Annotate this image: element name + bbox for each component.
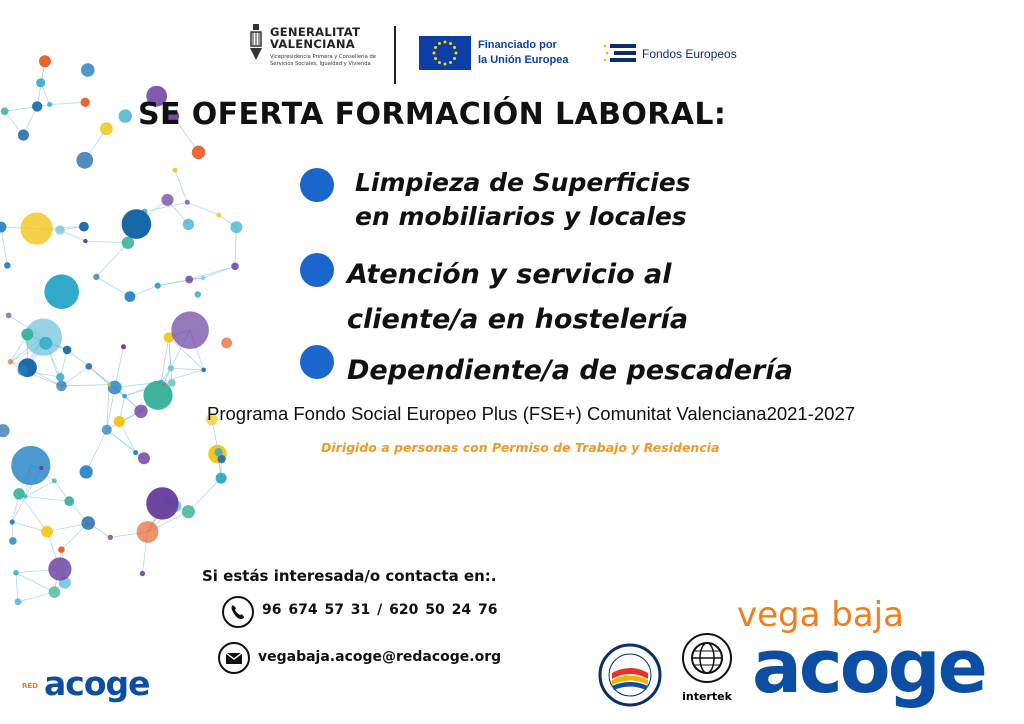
network-node bbox=[108, 535, 113, 540]
network-link bbox=[188, 478, 221, 512]
intertek-seal bbox=[676, 632, 738, 702]
network-link bbox=[85, 241, 128, 243]
fondos-europeos-icon bbox=[602, 42, 638, 64]
network-node bbox=[58, 546, 65, 553]
page-title: SE OFERTA FORMACIÓN LABORAL: bbox=[138, 97, 727, 132]
network-node bbox=[13, 570, 19, 576]
eu-star bbox=[453, 57, 456, 60]
course-2-line2: cliente/a en hostelería bbox=[347, 304, 689, 335]
network-node bbox=[192, 146, 206, 160]
network-node bbox=[183, 219, 194, 230]
network-node bbox=[133, 450, 138, 455]
phone-icon bbox=[222, 596, 254, 628]
network-node bbox=[162, 194, 174, 206]
network-node bbox=[114, 416, 125, 427]
network-node bbox=[0, 222, 6, 233]
network-node bbox=[124, 291, 135, 302]
network-node bbox=[81, 98, 90, 107]
network-node bbox=[55, 225, 64, 234]
network-link bbox=[189, 266, 235, 279]
network-node bbox=[79, 222, 89, 232]
network-node bbox=[201, 276, 206, 281]
network-node bbox=[143, 381, 172, 410]
network-node bbox=[168, 379, 176, 387]
network-node bbox=[39, 55, 51, 67]
network-node bbox=[137, 521, 159, 543]
network-node bbox=[47, 102, 52, 107]
eu-star bbox=[455, 52, 458, 55]
course-1-line1: Limpieza de Superficies bbox=[355, 168, 691, 197]
network-node bbox=[140, 571, 145, 576]
network-node bbox=[80, 465, 93, 478]
header-divider bbox=[394, 26, 396, 84]
eu-star bbox=[434, 57, 437, 60]
network-link bbox=[86, 430, 107, 472]
network-node bbox=[122, 394, 127, 399]
network-link bbox=[16, 573, 54, 592]
course-2 bbox=[347, 252, 688, 342]
network-node bbox=[85, 363, 92, 370]
network-node bbox=[76, 152, 93, 169]
network-node bbox=[44, 274, 79, 309]
eu-star bbox=[449, 42, 452, 45]
network-link bbox=[5, 105, 50, 112]
contact-intro: Si estás interesada/o contacta en:. bbox=[202, 567, 497, 585]
network-node bbox=[195, 291, 201, 297]
network-link bbox=[96, 243, 128, 277]
network-node bbox=[102, 425, 112, 435]
network-node bbox=[134, 405, 147, 418]
network-node bbox=[63, 346, 72, 355]
network-node bbox=[4, 262, 11, 269]
network-node bbox=[52, 478, 57, 483]
course-1 bbox=[355, 166, 691, 234]
eu-star bbox=[444, 63, 447, 66]
network-link bbox=[89, 366, 109, 384]
crest-icon bbox=[246, 22, 266, 64]
eu-star bbox=[449, 61, 452, 64]
network-node bbox=[41, 526, 53, 538]
target-audience-text: Dirigido a personas con Permiso de Trabajo y Residencia bbox=[321, 440, 720, 455]
eu-star bbox=[433, 52, 436, 55]
eu-star bbox=[444, 41, 447, 44]
network-node bbox=[56, 373, 64, 381]
eu-star bbox=[438, 61, 441, 64]
network-link bbox=[16, 573, 18, 602]
eu-star bbox=[453, 46, 456, 49]
network-link bbox=[187, 202, 218, 215]
network-node bbox=[21, 328, 33, 340]
network-node bbox=[6, 313, 12, 319]
phone-numbers[interactable]: 96 674 57 31 / 620 50 24 76 bbox=[262, 602, 498, 618]
gv-subtitle: Vicepresidència Primera y Conselleria de Servicios Sociales, Igualdad y Vivienda bbox=[270, 54, 376, 67]
mail-icon bbox=[218, 642, 250, 674]
vega-baja-acoge-logo: acoge bbox=[752, 624, 985, 710]
network-node bbox=[230, 221, 242, 233]
network-node bbox=[48, 557, 71, 580]
network-node bbox=[122, 237, 134, 249]
eu-star bbox=[438, 42, 441, 45]
network-node bbox=[201, 368, 206, 373]
network-link bbox=[25, 496, 69, 501]
network-node bbox=[214, 448, 222, 456]
eu-flag-icon bbox=[419, 36, 471, 70]
course-bullet bbox=[300, 168, 334, 202]
network-node bbox=[122, 209, 152, 239]
network-link bbox=[107, 430, 136, 453]
course-3: Dependiente/a de pescadería bbox=[347, 355, 793, 386]
network-node bbox=[49, 586, 61, 598]
network-node bbox=[13, 488, 24, 499]
network-node bbox=[32, 101, 42, 111]
network-node bbox=[1, 107, 9, 115]
red-acoge-prefix: RED bbox=[22, 682, 38, 690]
network-node bbox=[56, 381, 67, 392]
network-node bbox=[10, 519, 15, 524]
network-node bbox=[39, 337, 52, 350]
network-node bbox=[168, 365, 174, 371]
globe-seal-icon bbox=[676, 632, 738, 688]
fondos-europeos-text: Fondos Europeos bbox=[642, 47, 737, 61]
network-node bbox=[100, 122, 113, 135]
network-node bbox=[171, 311, 209, 349]
program-text: Programa Fondo Social Europeo Plus (FSE+) Comunitat Valenciana2021-2027 bbox=[207, 403, 856, 424]
network-node bbox=[93, 274, 99, 280]
network-link bbox=[203, 266, 235, 278]
eu-text-line2: la Unión Europea bbox=[478, 54, 569, 66]
network-link bbox=[62, 385, 110, 386]
network-link bbox=[50, 102, 85, 104]
network-node bbox=[221, 338, 232, 349]
network-node bbox=[81, 516, 95, 530]
network-node bbox=[231, 263, 239, 271]
network-node bbox=[108, 381, 122, 395]
network-node bbox=[216, 213, 221, 218]
course-bullet bbox=[300, 345, 334, 379]
network-node bbox=[185, 200, 190, 205]
network-node bbox=[138, 452, 150, 464]
network-node bbox=[11, 446, 50, 485]
course-bullet bbox=[300, 253, 334, 287]
network-node bbox=[64, 496, 74, 506]
network-node bbox=[107, 383, 111, 387]
network-node bbox=[9, 537, 17, 545]
network-node bbox=[146, 487, 178, 519]
network-node bbox=[17, 365, 28, 376]
network-link bbox=[96, 277, 130, 297]
network-node bbox=[39, 466, 43, 470]
network-node bbox=[0, 424, 10, 437]
generalitat-logo bbox=[246, 22, 386, 78]
eu-star bbox=[434, 46, 437, 49]
gv-title-line1: GENERALITAT bbox=[270, 25, 361, 39]
network-node bbox=[216, 473, 227, 484]
network-node bbox=[185, 276, 193, 284]
network-link bbox=[19, 494, 47, 532]
eu-funding-text bbox=[478, 38, 568, 68]
network-link bbox=[171, 368, 204, 370]
network-node bbox=[81, 63, 95, 77]
email-link[interactable]: vegabaja.acoge@redacoge.org bbox=[258, 649, 502, 665]
network-node bbox=[36, 78, 45, 87]
red-acoge-logo: acoge bbox=[44, 664, 150, 703]
phone-glyph bbox=[224, 598, 252, 626]
network-node bbox=[158, 380, 163, 385]
mail-glyph bbox=[220, 644, 248, 672]
network-node bbox=[20, 213, 52, 245]
network-node bbox=[15, 598, 22, 605]
network-link bbox=[175, 170, 187, 202]
equality-seal-icon bbox=[598, 643, 662, 707]
network-node bbox=[83, 239, 87, 243]
network-node bbox=[173, 168, 178, 173]
gv-title-line2: VALENCIANA bbox=[270, 37, 355, 51]
vega-baja-text: vega baja bbox=[737, 595, 904, 635]
network-node bbox=[182, 505, 195, 518]
network-node bbox=[8, 359, 14, 365]
intertek-text: intertek bbox=[682, 690, 732, 703]
network-node bbox=[155, 283, 161, 289]
course-2-line1: Atención y servicio al bbox=[347, 259, 672, 290]
network-node bbox=[119, 109, 132, 122]
network-node bbox=[121, 344, 126, 349]
eu-text-line1: Financiado por bbox=[478, 39, 557, 51]
network-link bbox=[1, 227, 7, 265]
network-node bbox=[18, 130, 29, 141]
course-1-line2: en mobiliarios y locales bbox=[355, 202, 687, 231]
